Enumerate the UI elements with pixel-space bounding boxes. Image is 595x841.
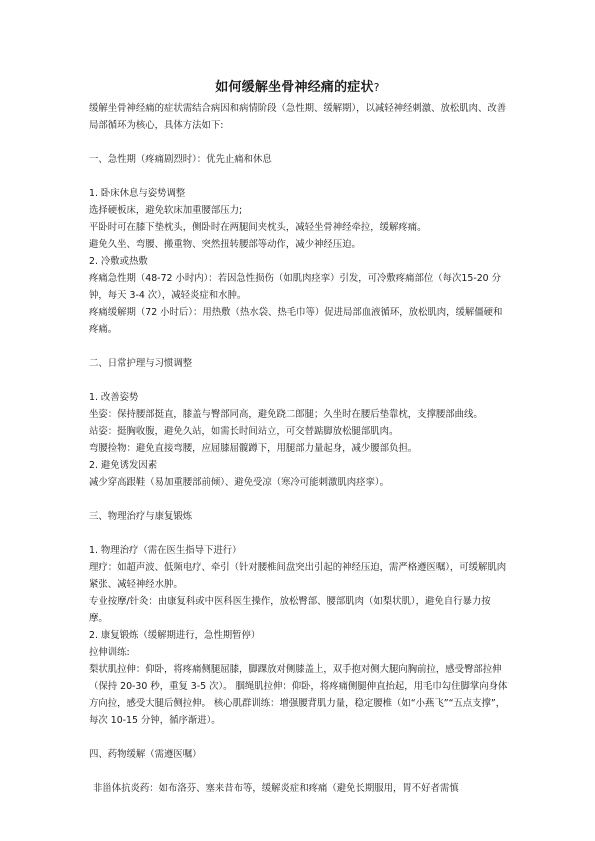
page-title [0, 76, 595, 95]
paragraph-line: 疼痛缓解期（72 小时后）：用热敷（热水袋、热毛巾等）促进局部血液循环，放松肌肉，缓解僵硬和疼痛。 [89, 307, 503, 335]
section-heading: 三、物理治疗与康复锻炼 [89, 511, 193, 522]
paragraph-line: 减少穿高跟鞋（易加重腰部前倾）、避免受凉（寒冷可能刺激肌肉痉挛）。 [89, 477, 389, 488]
paragraph-line: 选择硬板床，避免软床加重腰部压力; [89, 205, 243, 216]
paragraph-line: 梨状肌拉伸：仰卧，将疼痛侧腿屈膝，脚踝放对侧膝盖上，双手抱对侧大腿向胸前拉，感受臀部拉伸（保持 20-30 秒，重复 3-5 次）。 腘绳肌拉伸：仰卧，将疼痛侧腿伸直抬起，用毛巾勾住脚掌向身体方向拉，感受大腿后侧拉伸。 核心肌群训练：增强腰背肌力量，稳定腰椎（如“小燕飞”“五点支撑”，每次 10-15 分钟，循序渐进）。 [89, 664, 508, 726]
subheading: 1. 改善姿势 [89, 392, 139, 403]
subheading: 1. 物理治疗（需在医生指导下进行） [89, 545, 242, 556]
intro-paragraph: 缓解坐骨神经痛的症状需结合病因和病情阶段（急性期、缓解期），以减轻神经刺激、放松肌肉、改善局部循环为核心，具体方法如下: [89, 103, 507, 131]
paragraph-line: 避免久坐、弯腰、搬重物、突然扭转腰部等动作，减少神经压迫。 [89, 239, 361, 250]
paragraph-line: 站姿：挺胸收腹，避免久站，如需长时间站立，可交替踮脚放松腿部肌肉。 [89, 426, 399, 437]
paragraph-line: 弯腰捡物：避免直接弯腰，应屈膝屈髋蹲下，用腿部力量起身，减少腰部负担。 [89, 443, 418, 454]
section-heading: 二、日常护理与习惯调整 [89, 358, 193, 369]
subheading: 2. 避免诱发因素 [89, 460, 158, 471]
subheading: 2. 康复锻炼（缓解期进行，急性期暂停） [89, 630, 261, 641]
subheading: 1. 卧床休息与姿势调整 [89, 188, 186, 199]
subheading: 2. 冷敷或热敷 [89, 256, 148, 267]
section-heading: 一、急性期（疼痛剧烈时）：优先止痛和休息 [89, 154, 272, 165]
document-body [89, 100, 509, 797]
title-mark: ? [373, 81, 380, 94]
paragraph-line: 平卧时可在膝下垫枕头，侧卧时在两腿间夹枕头，减轻坐骨神经牵拉，缓解疼痛。 [89, 222, 427, 233]
section-heading: 四、药物缓解（需遵医嘱） [89, 749, 202, 760]
paragraph-line: 非甾体抗炎药：如布洛芬、塞来昔布等，缓解炎症和疼痛（避免长期服用，胃不好者需慎 [93, 783, 459, 794]
paragraph-line: 疼痛急性期（48-72 小时内）：若因急性损伤（如肌肉痉挛）引发，可冷敷疼痛部位（每次15-20 分钟，每天 3-4 次），减轻炎症和水肿。 [89, 273, 502, 301]
paragraph-line: 拉伸训练: [89, 647, 130, 658]
paragraph-line: 坐姿：保持腰部挺直，膝盖与臀部同高，避免跷二郎腿；久坐时在腰后垫靠枕，支撑腰部曲线。 [89, 409, 483, 420]
title-text: 如何缓解坐骨神经痛的症状 [215, 80, 374, 95]
paragraph-line: 专业按摩/针灸：由康复科或中医科医生操作，放松臀部、腰部肌肉（如梨状肌），避免自行暴力按摩。 [89, 596, 491, 624]
paragraph-line: 理疗：如超声波、低频电疗、牵引（针对腰椎间盘突出引起的神经压迫，需严格遵医嘱），可缓解肌肉紧张、减轻神经水肿。 [89, 562, 507, 590]
